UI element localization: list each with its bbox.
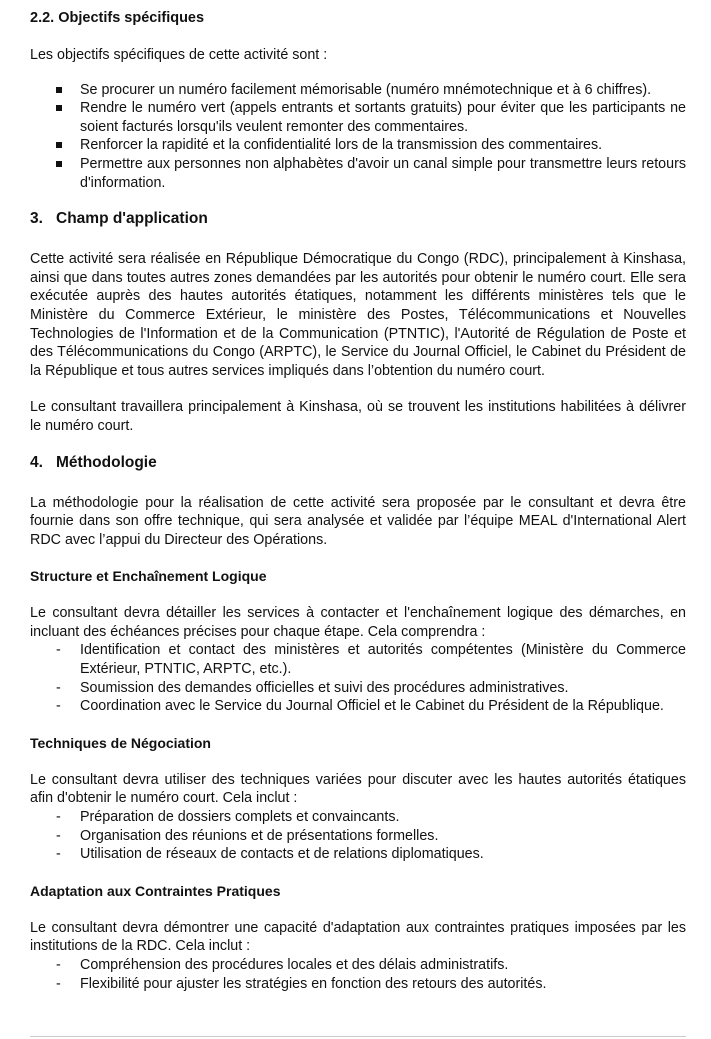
- section-4-heading: [30, 452, 686, 474]
- section-2-2-heading: 2.2. Objectifs spécifiques: [30, 10, 205, 26]
- list-item: Permettre aux personnes non alphabètes d'avoir un canal simple pour transmettre leurs retours d'information.: [30, 155, 686, 192]
- list-item: - Soumission des demandes officielles et suivi des procédures administratives.: [30, 679, 686, 698]
- negotiation-intro: Le consultant devra utiliser des techniques variées pour discuter avec les hautes autorités étatiques afin d'obtenir le numéro court. Cela inclut :: [30, 771, 686, 807]
- list-item: Se procurer un numéro facilement mémorisable (numéro mnémotechnique et à 6 chiffres).: [30, 81, 686, 100]
- objectives-list: [30, 81, 686, 193]
- structure-list: [30, 641, 686, 715]
- section-3-title: Champ d'application: [56, 210, 208, 228]
- list-item: Rendre le numéro vert (appels entrants et sortants gratuits) pour éviter que les participants ne soient facturés lorsqu'ils veulent remonter des commentaires.: [30, 99, 686, 136]
- list-item: - Flexibilité pour ajuster les stratégies en fonction des retours des autorités.: [30, 975, 686, 994]
- adaptation-list: [30, 956, 686, 993]
- list-item: - Utilisation de réseaux de contacts et de relations diplomatiques.: [30, 845, 686, 864]
- structure-heading: Structure et Enchaînement Logique: [30, 568, 267, 585]
- list-item: - Coordination avec le Service du Journal Officiel et le Cabinet du Président de la République.: [30, 697, 686, 716]
- page-bottom-divider: [30, 1036, 686, 1037]
- negotiation-list: [30, 808, 686, 864]
- adaptation-heading: Adaptation aux Contraintes Pratiques: [30, 882, 281, 899]
- list-item: - Compréhension des procédures locales et des délais administratifs.: [30, 956, 686, 975]
- section-3-number: 3.: [30, 210, 43, 228]
- section-3-paragraph-1: Cette activité sera réalisée en République Démocratique du Congo (RDC), principalement à Kinshasa, ainsi que dans toutes autres zones demandées par les autorités pour obtenir le numéro court. Elle sera exécutée auprès des hautes autorités étatiques, notamment les différents ministères tels que le Ministère du Commerce Extérieur, le ministère des Postes, Télécommunications et Nouvelles Technologies de l'Information et de la Communication (PTNTIC), l'Autorité de Régulation de Poste et des Télécommunications du Congo (ARPTC), le Service du Journal Officiel, le Cabinet du Président de la République et tous autres services impliqués dans l’obtention du numéro court.: [30, 251, 686, 379]
- list-item: - Préparation de dossiers complets et convaincants.: [30, 808, 686, 827]
- section-4-paragraph-1: La méthodologie pour la réalisation de cette activité sera proposée par le consultant et devra être fournie dans son offre technique, qui sera analysée et validée par l’équipe MEAL d'International Alert RDC avec l’appui du Directeur des Opérations.: [30, 494, 686, 548]
- negotiation-heading: Techniques de Négociation: [30, 734, 211, 751]
- list-item: - Organisation des réunions et de présentations formelles.: [30, 827, 686, 846]
- section-3-heading: [30, 208, 686, 230]
- section-4-title: Méthodologie: [56, 453, 157, 471]
- section-2-2-intro: Les objectifs spécifiques de cette activité sont :: [30, 47, 328, 63]
- structure-intro: Le consultant devra détailler les services à contacter et l'enchaînement logique des démarches, en incluant des échéances précises pour chaque étape. Cela comprendra :: [30, 605, 686, 640]
- adaptation-intro: Le consultant devra démontrer une capacité d'adaptation aux contraintes pratiques imposées par les institutions de la RDC. Cela inclut :: [30, 919, 686, 955]
- list-item: Renforcer la rapidité et la confidentialité lors de la transmission des commentaires.: [30, 136, 686, 155]
- section-4-number: 4.: [30, 453, 43, 471]
- list-item: - Identification et contact des ministères et autorités compétentes (Ministère du Commerce Extérieur, PTNTIC, ARPTC, etc.).: [30, 641, 686, 678]
- document-page: [30, 4, 686, 993]
- section-3-paragraph-2: Le consultant travaillera principalement à Kinshasa, où se trouvent les institutions habilitées à délivrer le numéro court.: [30, 399, 686, 434]
